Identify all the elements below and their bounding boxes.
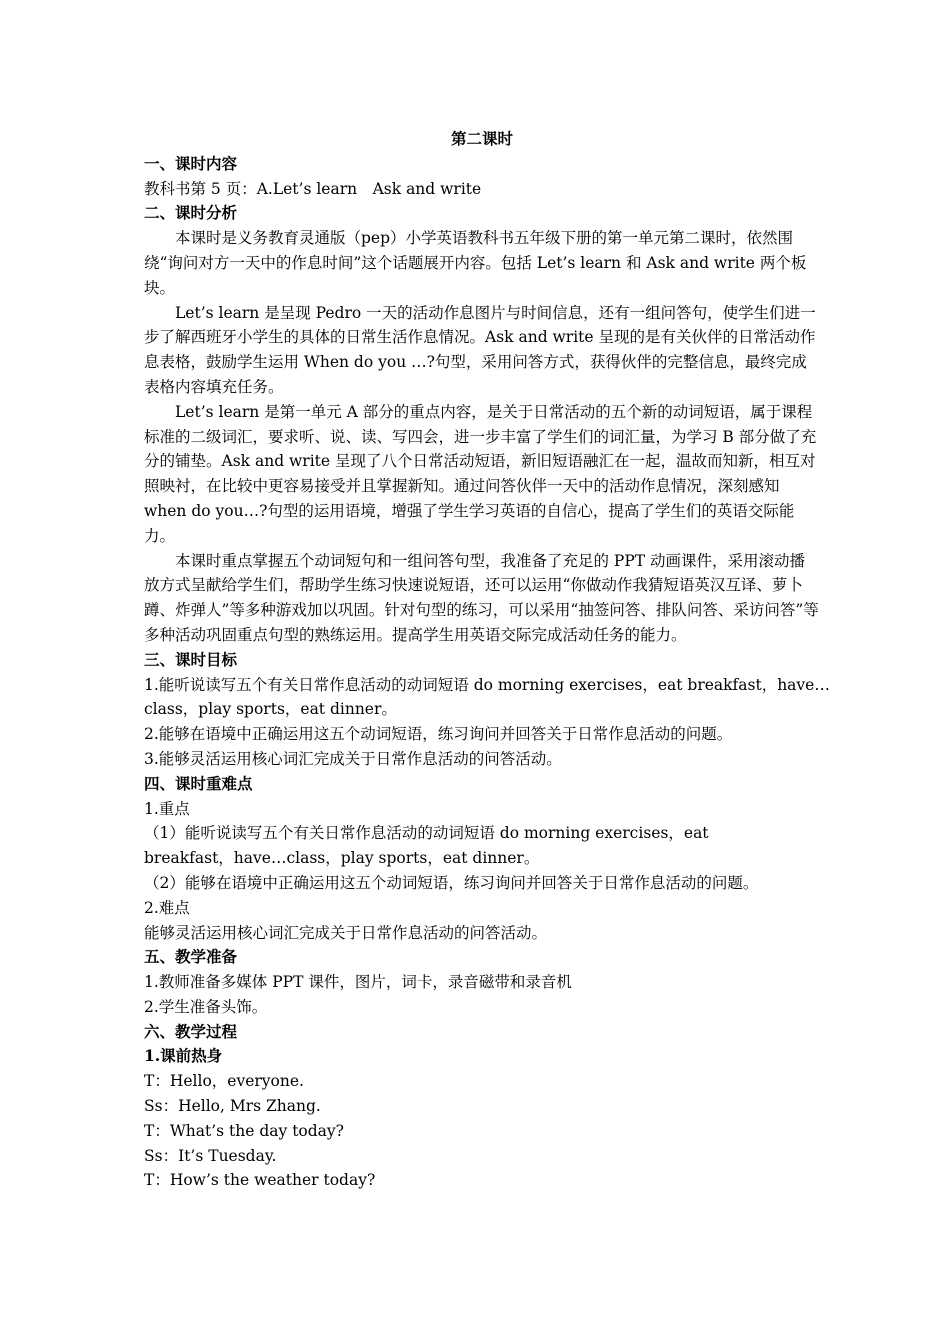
list-item-cont: breakfast，have…class，play sports，eat dinner。 [144,849,540,868]
section-heading: 三、课时目标 [144,649,238,669]
dialogue-line: T：Hello，everyone. [144,1072,304,1091]
paragraph: Let’s learn 是第一单元 A 部分的重点内容，是关于日常活动的五个新的动词短语，属于课程标准的二级词汇，要求听、说、读、写四会，进一步丰富了学生们的词汇量，为学习 B 部分做了充分的铺垫。Ask and write 呈现了八个日常活动短语，新旧短语融汇在一起，温故而知新，相互对照映衬，在比较中更容易接受并且掌握新知。通过问答伙伴一天中的活动作息情况，深刻感知 when do you…?句型的运用语境，增强了学生学习英语的自信心，提高了学生们的英语交际能力。 [144,402,817,545]
dialogue-line: T：What’s the day today? [144,1121,344,1140]
page-title: 第二课时 [450,129,513,148]
dialogue-line: T：How’s the weather today? [144,1171,376,1190]
paragraph: 本课时是义务教育灵通版（pep）小学英语教科书五年级下册的第一单元第二课时，依然围绕“询问对方一天中的作息时间”这个话题展开内容。包括 Let’s learn 和 Ask and write 两个板块。 [144,229,807,297]
list-item: 3.能够灵活运用核心词汇完成关于日常作息活动的问答活动。 [144,749,562,768]
section-heading: 五、教学准备 [144,947,238,967]
section-heading: 六、教学过程 [144,1021,238,1041]
sub-heading: 1.重点 [144,799,190,818]
list-item: 1.能听说读写五个有关日常作息活动的动词短语 do morning exercises，eat breakfast，have… [144,675,830,694]
section-heading: 二、课时分析 [144,203,238,223]
section-heading: 一、课时内容 [144,153,238,173]
paragraph: 能够灵活运用核心词汇完成关于日常作息活动的问答活动。 [144,923,548,942]
list-item: （2）能够在语境中正确运用这五个动词短语，练习询问并回答关于日常作息活动的问题。 [144,873,759,892]
section-heading: 四、课时重难点 [144,773,253,793]
sub-heading: 2.难点 [144,898,190,917]
paragraph: Let’s learn 是呈现 Pedro 一天的活动作息图片与时间信息，还有一组问答句，使学生们进一步了解西班牙小学生的具体的日常生活作息情况。Ask and write 呈现的是有关伙伴的日常活动作息表格，鼓励学生运用 When do you …?句型，采用问答方式，获得伙伴的完整信息，最终完成表格内容填充任务。 [144,303,816,396]
list-item: 2.学生准备头饰。 [144,997,268,1016]
dialogue-line: Ss：It’s Tuesday. [144,1146,277,1165]
list-item-cont: class，play sports，eat dinner。 [144,700,397,719]
sub-heading: 1.课前热身 [144,1046,223,1066]
list-item: 2.能够在语境中正确运用这五个动词短语，练习询问并回答关于日常作息活动的问题。 [144,725,733,744]
list-item: （1）能听说读写五个有关日常作息活动的动词短语 do morning exercises，eat [144,824,709,843]
paragraph: 教科书第 5 页：A.Let’s learn Ask and write [144,179,482,198]
list-item: 1.教师准备多媒体 PPT 课件，图片，词卡，录音磁带和录音机 [144,973,572,992]
dialogue-line: Ss：Hello, Mrs Zhang. [144,1097,321,1116]
paragraph: 本课时重点掌握五个动词短句和一组问答句型，我准备了充足的 PPT 动画课件，采用滚动播放方式呈献给学生们，帮助学生练习快速说短语，还可以运用“你做动作我猜短语英汉互译、萝卜蹲、炸弹人”等多种游戏加以巩固。针对句型的练习，可以采用“抽签问答、排队问答、采访问答”等多种活动巩固重点句型的熟练运用。提高学生用英语交际完成活动任务的能力。 [144,551,819,644]
